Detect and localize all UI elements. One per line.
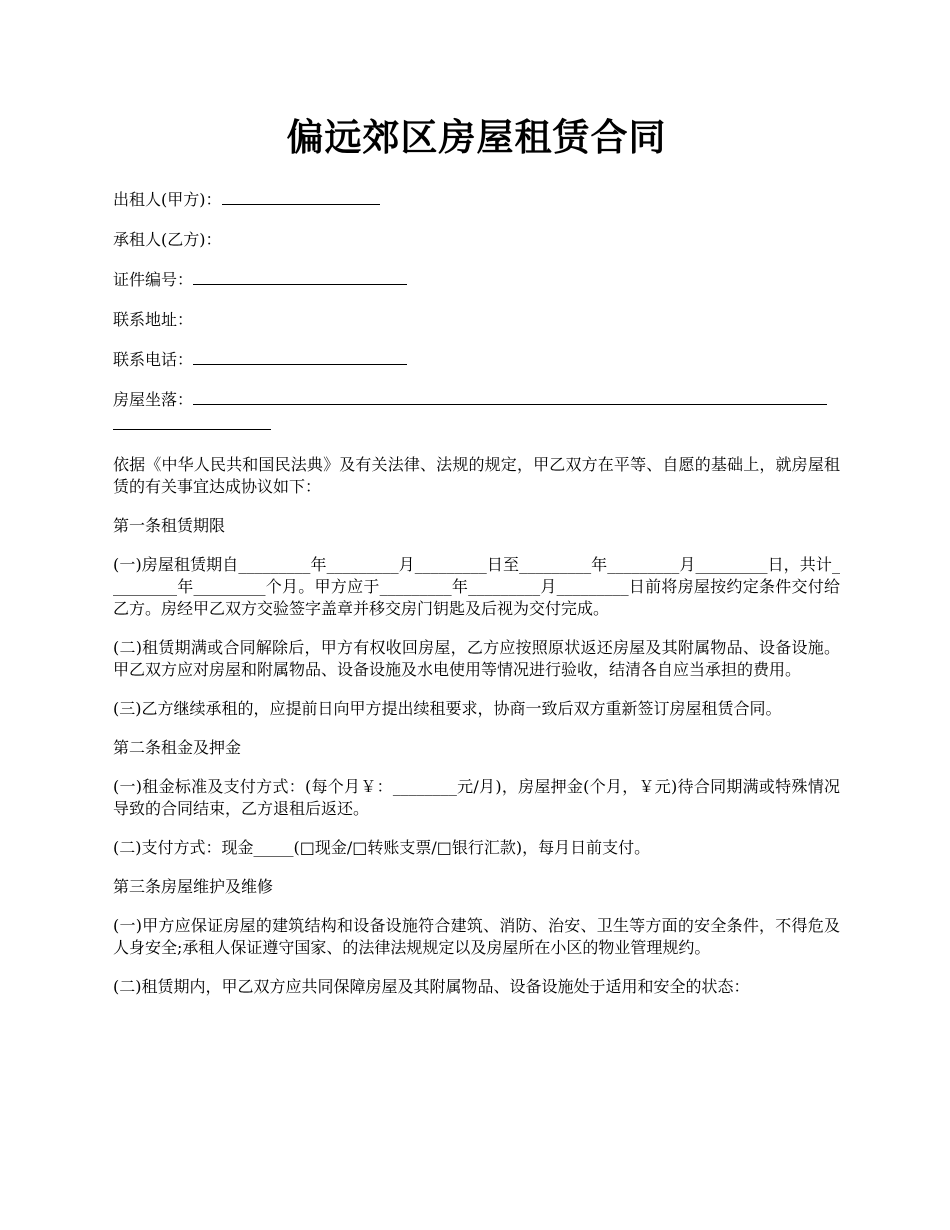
lessor-field <box>113 189 840 211</box>
article3-clause1: (一)甲方应保证房屋的建筑结构和设备设施符合建筑、消防、治安、卫生等方面的安全条件，不得危及人身安全;承租人保证遵守国家、的法律法规规定以及房屋所在小区的物业管理规约。 <box>113 916 840 957</box>
phone-blank[interactable] <box>193 349 407 365</box>
article1-clause3: (三)乙方继续承租的，应提前日向甲方提出续租要求，协商一致后双方重新签订房屋租赁合同。 <box>113 699 782 718</box>
lessee-label: 承租人(乙方)： <box>113 230 222 249</box>
address-label: 联系地址： <box>113 310 194 329</box>
id-number-blank[interactable] <box>193 269 407 285</box>
article1-heading: 第一条租赁期限 <box>113 516 226 535</box>
location-blank[interactable] <box>193 389 827 405</box>
address-field <box>113 309 840 331</box>
lessor-label: 出租人(甲方)： <box>113 190 222 209</box>
location-label: 房屋坐落： <box>113 390 194 409</box>
article2-heading: 第二条租金及押金 <box>113 738 242 757</box>
id-number-label: 证件编号： <box>113 270 194 289</box>
location-blank-continued[interactable] <box>113 417 271 430</box>
article1-clause1: (一)房屋租赁期自_________年_________月_________日至_________年_________月_________日，共计_________年_________个月。甲方应于_________年_________月_________日前将房屋按约定条件交付给乙方。房经甲乙双方交验签字盖章并移交房门钥匙及后视为交付完成。 <box>113 555 840 618</box>
lessor-blank[interactable] <box>222 189 380 205</box>
phone-field <box>113 349 840 371</box>
article3-heading: 第三条房屋维护及维修 <box>113 877 274 896</box>
lessee-field <box>113 229 840 251</box>
article2-clause1: (一)租金标准及支付方式：(每个月￥：________元/月)，房屋押金(个月，￥元)待合同期满或特殊情况导致的合同结束，乙方退租后返还。 <box>113 777 840 818</box>
id-number-field <box>113 269 840 291</box>
article1-clause2: (二)租赁期满或合同解除后，甲方有权收回房屋，乙方应按照原状返还房屋及其附属物品、设备设施。甲乙双方应对房屋和附属物品、设备设施及水电使用等情况进行验收，结清各自应当承担的费用。 <box>113 638 840 679</box>
document-title: 偏远郊区房屋租赁合同 <box>286 115 667 159</box>
article2-clause2: (二)支付方式：现金_____(□现金/□转账支票/□银行汇款)，每月日前支付。 <box>113 838 651 857</box>
phone-label: 联系电话： <box>113 350 194 369</box>
location-field <box>113 389 840 411</box>
intro-paragraph: 依据《中华人民共和国民法典》及有关法律、法规的规定，甲乙双方在平等、自愿的基础上，就房屋租赁的有关事宜达成协议如下： <box>113 455 840 496</box>
article3-clause2: (二)租赁期内，甲乙双方应共同保障房屋及其附属物品、设备设施处于适用和安全的状态： <box>113 977 750 996</box>
